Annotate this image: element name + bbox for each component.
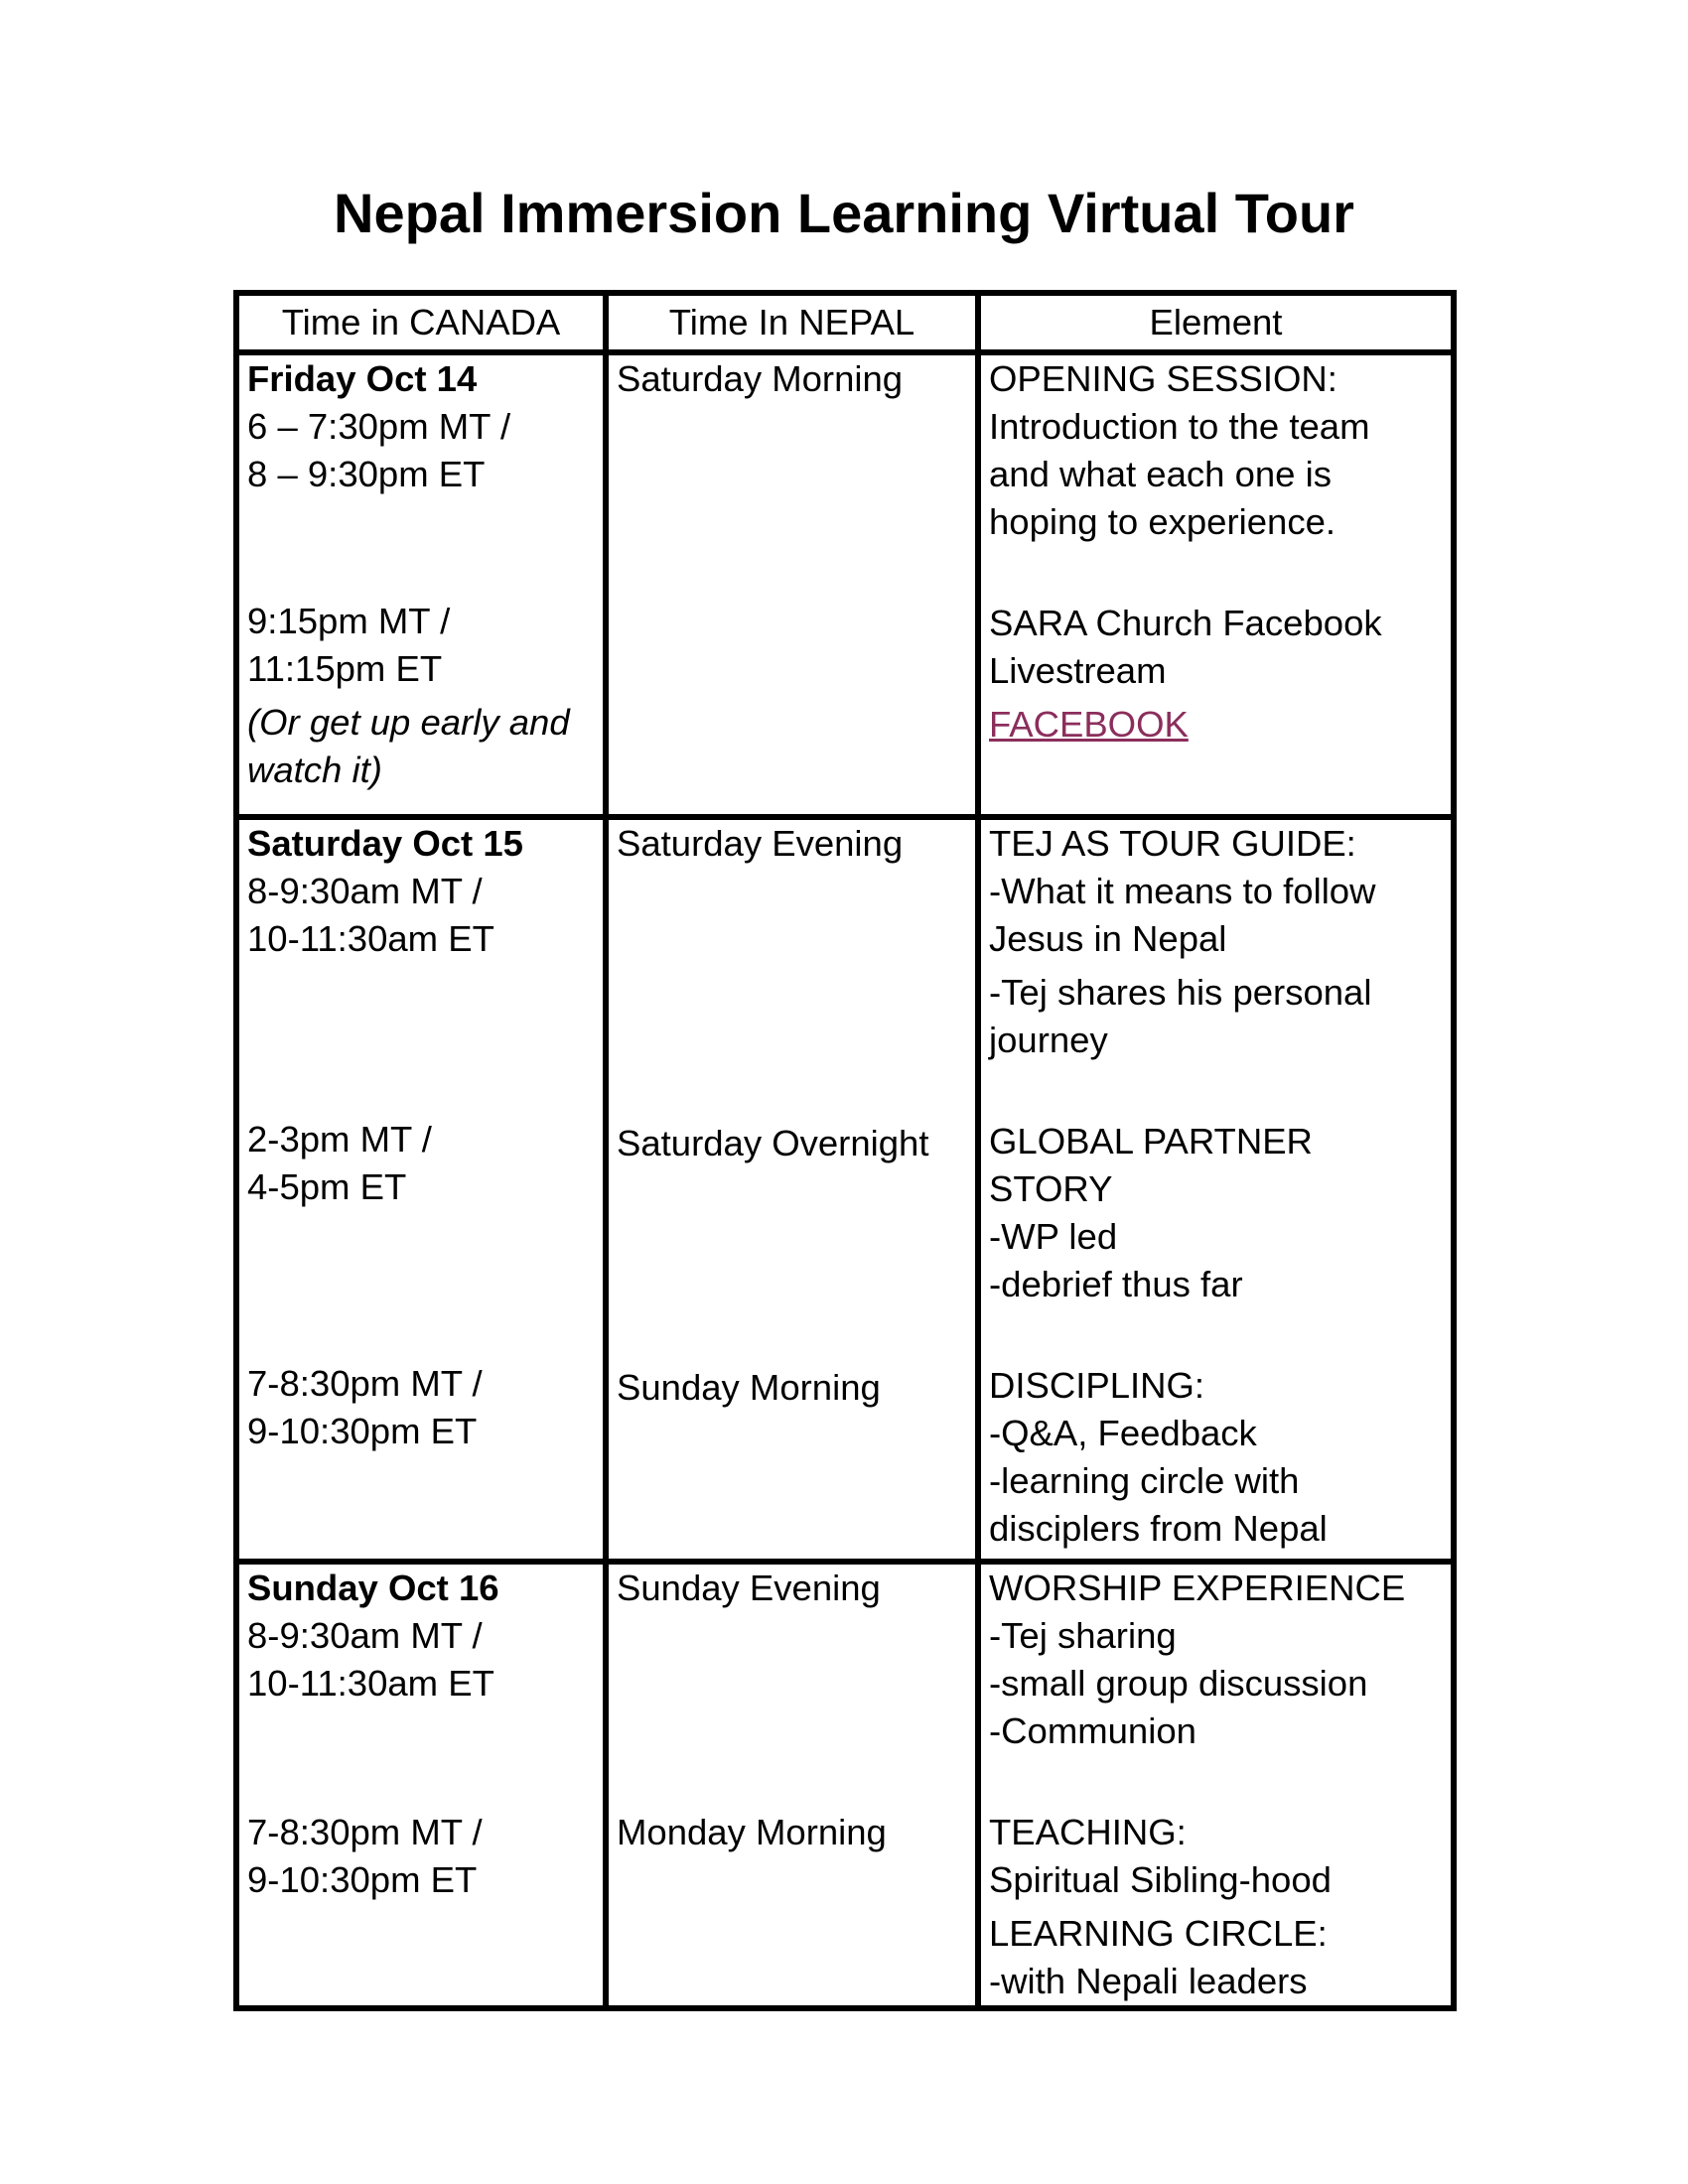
element-text: -small group discussion — [989, 1663, 1368, 1704]
header-canada: Time in CANADA — [236, 293, 606, 352]
nepal-time-cell — [606, 352, 978, 817]
element-text: GLOBAL PARTNER — [989, 1121, 1313, 1161]
time-mt: 8-9:30am MT / — [247, 871, 483, 911]
element-text: Introduction to the team — [989, 406, 1370, 447]
header-row — [236, 293, 1454, 352]
element-text: DISCIPLING: — [989, 1365, 1205, 1406]
time-et: 8 – 9:30pm ET — [247, 454, 486, 494]
element-cell — [978, 817, 1454, 1562]
time-et: 4-5pm ET — [247, 1166, 407, 1207]
element-text: SARA Church Facebook — [989, 603, 1382, 643]
day-label: Friday Oct 14 — [247, 358, 478, 399]
header-nepal: Time In NEPAL — [606, 293, 978, 352]
time-et: 11:15pm ET — [247, 648, 443, 689]
element-text: Jesus in Nepal — [989, 918, 1227, 959]
element-text: TEACHING: — [989, 1812, 1187, 1852]
table-row — [236, 817, 1454, 1562]
table-row — [236, 1562, 1454, 2008]
header-element: Element — [978, 293, 1454, 352]
element-cell — [978, 352, 1454, 817]
element-text: disciplers from Nepal — [989, 1508, 1328, 1549]
element-text: -debrief thus far — [989, 1264, 1243, 1304]
element-text: -Tej sharing — [989, 1615, 1177, 1656]
element-text: Livestream — [989, 650, 1167, 691]
time-mt: 6 – 7:30pm MT / — [247, 406, 511, 447]
element-text: TEJ AS TOUR GUIDE: — [989, 823, 1356, 864]
table-row — [236, 352, 1454, 817]
time-mt: 8-9:30am MT / — [247, 1615, 483, 1656]
schedule-table — [233, 290, 1457, 2011]
nepal-time: Sunday Morning — [617, 1367, 881, 1408]
element-text: -with Nepali leaders — [989, 1961, 1308, 2001]
nepal-time: Saturday Evening — [617, 823, 904, 864]
nepal-time-cell — [606, 817, 978, 1562]
time-et: 9-10:30pm ET — [247, 1411, 478, 1451]
element-text: -Tej shares his personal — [989, 972, 1372, 1013]
page-title: Nepal Immersion Learning Virtual Tour — [334, 182, 1354, 244]
element-text: LEARNING CIRCLE: — [989, 1913, 1328, 1954]
nepal-time-cell — [606, 1562, 978, 2008]
time-mt: 9:15pm MT / — [247, 601, 451, 641]
day-label: Saturday Oct 15 — [247, 823, 523, 864]
canada-time-cell — [236, 352, 606, 817]
time-mt: 2-3pm MT / — [247, 1119, 432, 1160]
element-text: and what each one is — [989, 454, 1332, 494]
element-text: STORY — [989, 1168, 1113, 1209]
element-text: OPENING SESSION: — [989, 358, 1337, 399]
element-text: -Q&A, Feedback — [989, 1413, 1257, 1453]
canada-time-cell — [236, 1562, 606, 2008]
time-note: (Or get up early and — [247, 702, 570, 743]
nepal-time: Monday Morning — [617, 1812, 887, 1852]
time-mt: 7-8:30pm MT / — [247, 1363, 483, 1404]
element-text: -What it means to follow — [989, 871, 1376, 911]
time-et: 10-11:30am ET — [247, 1663, 494, 1704]
nepal-time: Saturday Morning — [617, 358, 904, 399]
element-text: -WP led — [989, 1216, 1118, 1257]
element-text: WORSHIP EXPERIENCE — [989, 1568, 1406, 1608]
time-note: watch it) — [247, 750, 382, 790]
element-text: hoping to experience. — [989, 501, 1336, 542]
time-mt: 7-8:30pm MT / — [247, 1812, 483, 1852]
canada-time-cell — [236, 817, 606, 1562]
facebook-link[interactable]: FACEBOOK — [989, 704, 1189, 745]
nepal-time: Sunday Evening — [617, 1568, 881, 1608]
time-et: 10-11:30am ET — [247, 918, 494, 959]
element-cell — [978, 1562, 1454, 2008]
nepal-time: Saturday Overnight — [617, 1123, 929, 1163]
element-text: -Communion — [989, 1710, 1196, 1751]
element-text: journey — [989, 1020, 1108, 1060]
day-label: Sunday Oct 16 — [247, 1568, 499, 1608]
time-et: 9-10:30pm ET — [247, 1859, 478, 1900]
element-text: -learning circle with — [989, 1460, 1300, 1501]
element-text: Spiritual Sibling-hood — [989, 1859, 1332, 1900]
